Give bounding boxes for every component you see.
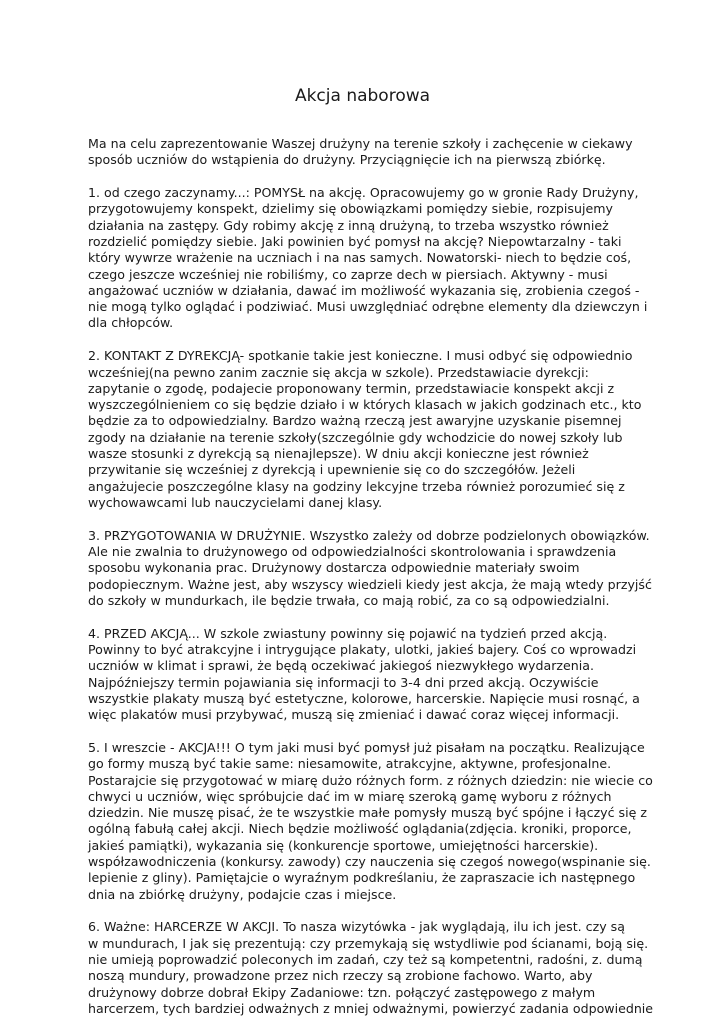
- text-line: zgody na działanie na terenie szkoły(szczególnie gdy wchodzicie do nowej szkoły lub: [88, 429, 623, 445]
- text-line: nie umieją poprowadzić poleconych im zadań, czy też są kompetentni, radośni, z. dumą: [88, 952, 643, 968]
- text-line: Najpóźniejszy termin pojawiania się informacji to 3-4 dni przed akcją. Oczywiście: [88, 674, 599, 690]
- text-line: Ale nie zwalnia to drużynowego od odpowiedzialności skontrolowania i sprawdzenia: [88, 544, 617, 560]
- text-line: angażować uczniów w działania, dawać im możliwość wykazania się, zrobienia czegoś -: [88, 282, 640, 298]
- text-line: 5. I wreszcie - AKCJA!!! O tym jaki musi być pomysł już pisałam na początku. Realizujące: [88, 740, 645, 755]
- document-body: [88, 136, 654, 1034]
- text-line: czego jeszcze wcześniej nie robiliśmy, co zaprze dech w piersiach. Aktywny - musi: [88, 266, 608, 282]
- section-5-akcja: [88, 740, 653, 903]
- text-line: sposobu wykonania prac. Drużynowy dostarcza odpowiednie materiały swoim: [88, 560, 580, 576]
- text-line: Ma na celu zaprezentowanie Waszej drużyny na terenie szkoły i zachęcenie w ciekawy: [88, 136, 633, 151]
- text-line: lepienie z gliny). Pamiętajcie o wyraźnym podkreślaniu, że zapraszacie ich następnego: [88, 870, 636, 886]
- section-1-pomysl: [88, 185, 648, 332]
- intro-paragraph: [88, 136, 648, 169]
- text-line: sposób uczniów do wstąpienia do drużyny. Przyciągnięcie ich na pierwszą zbiórkę.: [88, 152, 606, 168]
- text-line: zapytanie o zgodę, podajecie proponowany termin, przedstawiacie konspekt akcji z: [88, 380, 615, 396]
- text-line: w mundurach, I jak się prezentują: czy przemykają się wstydliwie pod ścianami, boją się.: [88, 935, 649, 951]
- text-line: 4. PRZED AKCJĄ... W szkole zwiastuny powinny się pojawić na tydzień przed akcją.: [88, 625, 608, 641]
- text-line: ogólną fabułą całej akcji. Niech będzie możliwość oglądania(zdjęcia. kroniki, proporce,: [88, 821, 632, 837]
- text-line: będzie za to odpowiedzialny. Bardzo ważną rzeczą jest awaryjne uzyskanie pisemnej: [88, 413, 622, 429]
- text-line: wszystkie plakaty muszą być estetyczne, kolorowe, harcerskie. Napięcie musi rosnąć, a: [88, 690, 640, 706]
- text-line: podopiecznym. Ważne jest, aby wszyscy wiedzieli kiedy jest akcja, że mają wtedy przyjść: [88, 576, 652, 592]
- text-line: wasze stosunki z dyrekcją są nienajlepsze). W dniu akcji konieczne jest również: [88, 446, 589, 462]
- text-line: jakieś pamiątki), wykazania się (konkurencje sportowe, umiejętności harcerskie).: [88, 837, 599, 853]
- text-line: go formy muszą być takie same: niesamowite, atrakcyjne, aktywne, profesjonalne.: [88, 756, 612, 772]
- text-line: uczniów w klimat i sprawi, że będą oczekiwać jakiegoś niezwykłego wydarzenia.: [88, 658, 594, 674]
- text-line: dnia na zbiórkę drużyny, podajcie czas i miejsce.: [88, 886, 397, 902]
- text-line: wychowawcami lub nauczycielami danej klasy.: [88, 494, 383, 510]
- text-line: chwyci u uczniów, więc spróbujcie dać im w miarę szeroką gamę wyboru z różnych: [88, 788, 612, 804]
- text-line: wcześniej(na pewno zanim zacznie się akcja w szkole). Przedstawiacie dyrekcji:: [88, 364, 589, 380]
- text-line: działania na zastępy. Gdy robimy akcję z inną drużyną, to trzeba wszystko również: [88, 217, 609, 233]
- text-line: wyszczególnieniem co się będzie działo i w których klasach w jakich godzinach etc., kto: [88, 397, 642, 413]
- section-6-harcerze: [88, 919, 654, 1017]
- text-line: przywitanie się wcześniej z dyrekcją i upewnienie się co do szczegółów. Jeżeli: [88, 462, 576, 478]
- text-line: harcerzem, tych bardziej odważnych z mniej odważnymi, powierzyć zadania odpowiednie: [88, 1000, 654, 1016]
- text-line: rozdzielić pomiędzy siebie. Jaki powinien być pomysł na akcję? Niepowtarzalny - taki: [88, 233, 622, 249]
- text-line: 2. KONTAKT Z DYREKCJĄ- spotkanie takie jest konieczne. I musi odbyć się odpowiednio: [88, 348, 633, 364]
- text-line: który wywrze wrażenie na uczniach i na nas samych. Nowatorski- niech to będzie coś,: [88, 250, 632, 266]
- text-line: współzawodniczenia (konkursy. zawody) czy nauczenia się czegoś nowego(wspinanie się.: [88, 854, 651, 870]
- text-line: do szkoły w mundurkach, ile będzie trwała, co mają robić, za co są odpowiedzialni.: [88, 592, 610, 608]
- text-line: drużynowy dobrze dobrał Ekipy Zadaniowe: tzn. połączyć zastępowego z małym: [88, 984, 596, 1000]
- text-line: 6. Ważne: HARCERZE W AKCJI. To nasza wizytówka - jak wyglądają, ilu ich jest. czy są: [88, 919, 625, 935]
- text-line: noszą mundury, prowadzone przez nich rzeczy są zrobione fachowo. Warto, aby: [88, 968, 593, 984]
- section-2-kontakt: [88, 348, 648, 511]
- text-line: dla chłopców.: [88, 315, 174, 331]
- section-4-przed-akcja: [88, 626, 648, 724]
- text-line: 3. PRZYGOTOWANIA W DRUŻYNIE. Wszystko zależy od dobrze podzielonych obowiązków.: [88, 527, 650, 543]
- text-line: dziedzin. Nie muszę pisać, że te wszystkie małe pomysły muszą być spójne i łączyć się z: [88, 805, 647, 821]
- section-3-przygotowania: [88, 527, 652, 609]
- text-line: angażujecie poszczególne klasy na godziny lekcyjne trzeba również porozumieć się z: [88, 478, 625, 494]
- text-line: więc plakatów musi przybywać, muszą się zmieniać i dawać coraz więcej informacji.: [88, 707, 620, 723]
- text-line: Powinny to być atrakcyjne i intrygujące plakaty, ulotki, jakieś bajery. Coś co wprowadzi: [88, 642, 637, 658]
- document-title: Akcja naborowa: [294, 86, 431, 106]
- text-line: nie mogą tylko oglądać i podziwiać. Musi uwzględniać odrębne elementy dla dziewczyn i: [88, 299, 648, 315]
- text-line: przygotowujemy konspekt, dzielimy się obowiązkami pomiędzy siebie, rozpisujemy: [88, 201, 613, 217]
- text-line: Postarajcie się przygotować w miarę dużo różnych form. z różnych dziedzin: nie wiecie co: [88, 772, 653, 788]
- text-line: 1. od czego zaczynamy...: POMYSŁ na akcję. Opracowujemy go w gronie Rady Drużyny,: [88, 185, 639, 201]
